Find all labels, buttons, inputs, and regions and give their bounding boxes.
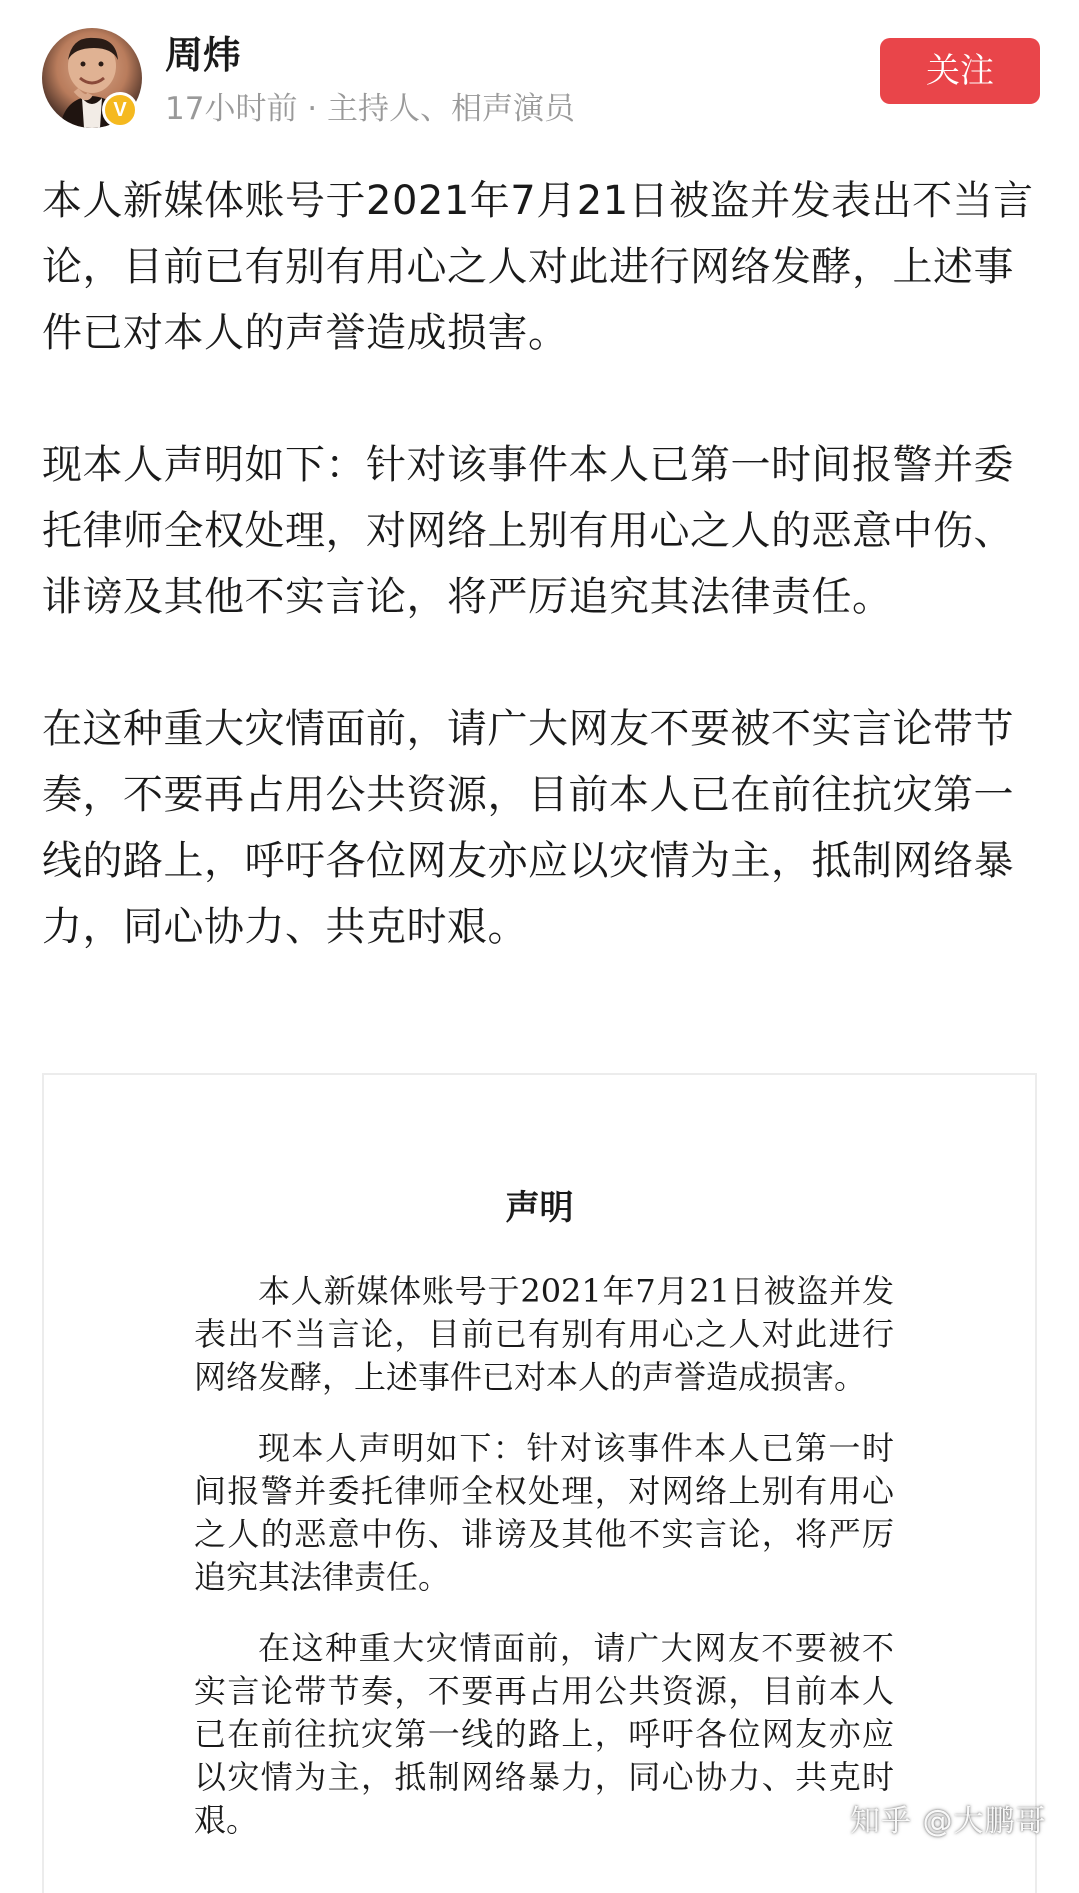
watermark: 知乎 @大鹏哥 (850, 1804, 1047, 1839)
statement-paragraph: 本人新媒体账号于2021年7月21日被盗并发表出不当言论，目前已有别有用心之人对此进行网络发酵，上述事件已对本人的声誉造成损害。 (194, 1272, 894, 1396)
post-body (42, 168, 1042, 1026)
post-paragraph: 本人新媒体账号于2021年7月21日被盗并发表出不当言论，目前已有别有用心之人对此进行网络发酵，上述事件已对本人的声誉造成损害。 (42, 178, 1034, 356)
statement-paragraph: 现本人声明如下：针对该事件本人已第一时间报警并委托律师全权处理，对网络上别有用心之人的恶意中伤、诽谤及其他不实言论，将严厉追究其法律责任。 (194, 1429, 894, 1596)
verified-badge-icon: V (102, 92, 138, 128)
statement-image[interactable] (42, 1073, 1037, 1893)
statement-content (194, 1270, 894, 1870)
statement-title: 声明 (505, 1188, 574, 1228)
username[interactable]: 周炜 (165, 33, 242, 77)
post-meta: 17小时前 · 主持人、相声演员 (165, 91, 576, 127)
post-header (0, 0, 1079, 150)
follow-button[interactable]: 关注 (880, 38, 1040, 104)
post-paragraph: 在这种重大灾情面前，请广大网友不要被不实言论带节奏，不要再占用公共资源，目前本人已在前往抗灾第一线的路上，呼吁各位网友亦应以灾情为主，抵制网络暴力，同心协力、共克时艰。 (42, 706, 1014, 950)
statement-paragraph: 在这种重大灾情面前，请广大网友不要被不实言论带节奏，不要再占用公共资源，目前本人已在前往抗灾第一线的路上，呼吁各位网友亦应以灾情为主，抵制网络暴力，同心协力、共克时艰。 (194, 1629, 894, 1839)
post-paragraph: 现本人声明如下：针对该事件本人已第一时间报警并委托律师全权处理，对网络上别有用心之人的恶意中伤、诽谤及其他不实言论，将严厉追究其法律责任。 (42, 442, 1014, 620)
